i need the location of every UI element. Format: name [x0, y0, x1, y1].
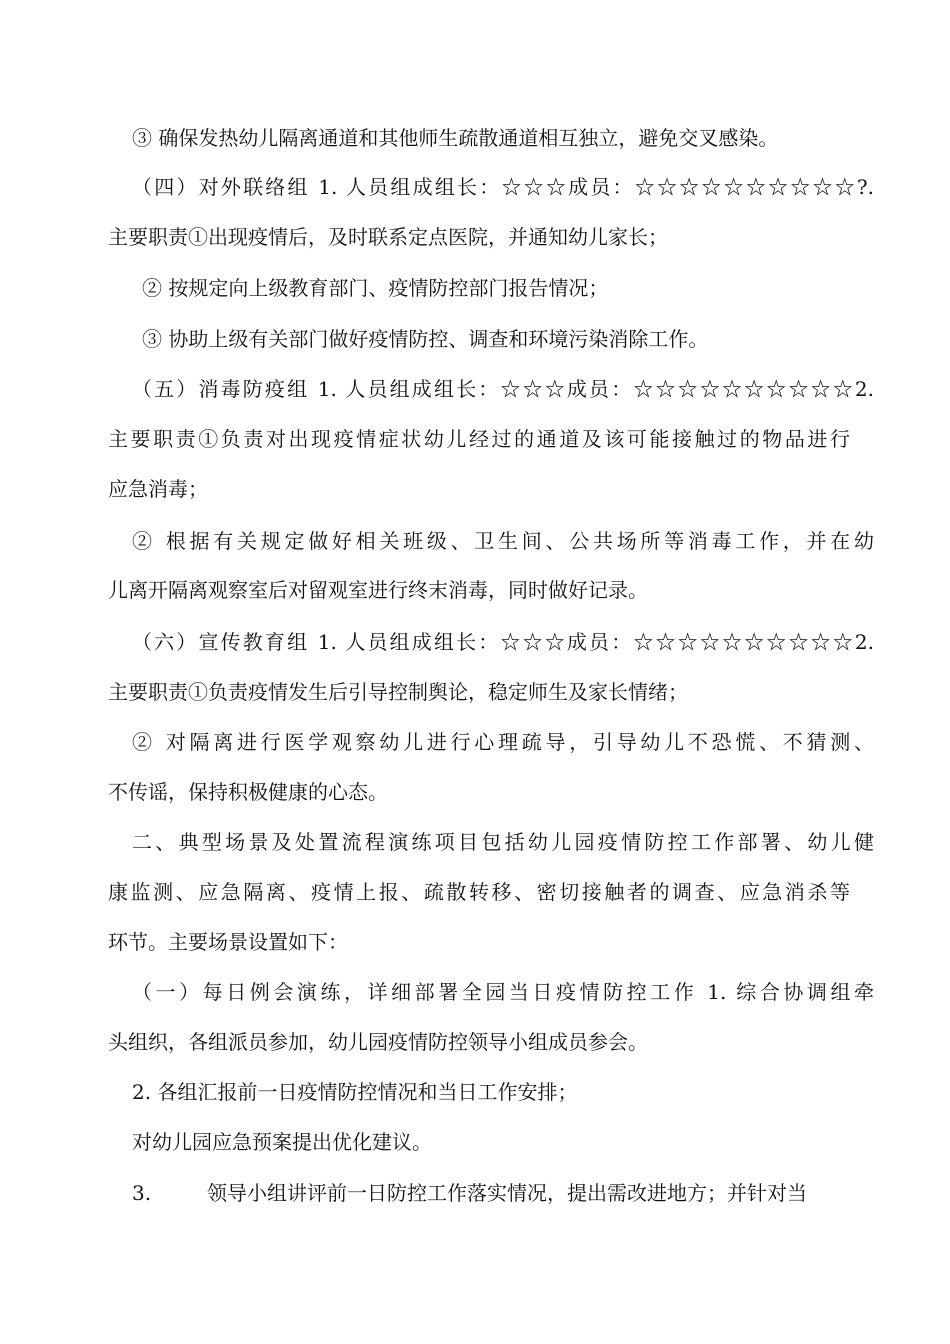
paragraph-line: 应急消毒；	[108, 477, 208, 501]
paragraph-line: 2. 各组汇报前一日疫情防控情况和当日工作安排；	[132, 1080, 578, 1104]
section-heading-disinfection: （五）消毒防疫组 1. 人员组成组长：☆☆☆成员：☆☆☆☆☆☆☆☆☆☆2.	[132, 377, 874, 401]
paragraph-line: 康监测、应急隔离、疫情上报、疏散转移、密切接触者的调查、应急消杀等	[108, 880, 850, 904]
paragraph-line: ③ 协助上级有关部门做好疫情防控、调查和环境污染消除工作。	[142, 327, 709, 351]
paragraph-line: （一）每日例会演练，详细部署全园当日疫情防控工作 1. 综合协调组牵	[132, 980, 874, 1004]
list-item-text: 领导小组讲评前一日防控工作落实情况，提出需改进地方；并针对当	[207, 1181, 807, 1205]
paragraph-line: 主要职责①出现疫情后，及时联系定点医院，并通知幼儿家长；	[108, 225, 668, 249]
paragraph-line: 环节。主要场景设置如下：	[108, 930, 348, 954]
paragraph-line: ② 对隔离进行医学观察幼儿进行心理疏导，引导幼儿不恐慌、不猜测、	[132, 730, 874, 754]
paragraph-line: ② 按规定向上级教育部门、疫情防控部门报告情况；	[142, 276, 609, 300]
list-item-3	[108, 1178, 874, 1208]
paragraph-line: 主要职责①负责对出现疫情症状幼儿经过的通道及该可能接触过的物品进行	[108, 427, 850, 451]
section-heading-publicity: （六）宣传教育组 1. 人员组成组长：☆☆☆成员：☆☆☆☆☆☆☆☆☆☆2.	[132, 630, 874, 654]
paragraph-line: 儿离开隔离观察室后对留观室进行终末消毒，同时做好记录。	[108, 578, 648, 602]
section-heading-scenarios: 二、典型场景及处置流程演练项目包括幼儿园疫情防控工作部署、幼儿健	[132, 830, 874, 854]
section-heading-liaison: （四）对外联络组 1. 人员组成组长：☆☆☆成员：☆☆☆☆☆☆☆☆☆☆?.	[132, 175, 874, 199]
paragraph-line: 不传谣，保持积极健康的心态。	[108, 780, 388, 804]
paragraph-line: 头组织，各组派员参加，幼儿园疫情防控领导小组成员参会。	[108, 1030, 648, 1054]
paragraph-line: 对幼儿园应急预案提出优化建议。	[132, 1130, 432, 1154]
paragraph-line: ② 根据有关规定做好相关班级、卫生间、公共场所等消毒工作，并在幼	[132, 529, 874, 553]
list-item-number: 3.	[132, 1181, 152, 1205]
paragraph-line: ③ 确保发热幼儿隔离通道和其他师生疏散通道相互独立，避免交叉感染。	[132, 126, 779, 150]
paragraph-line: 主要职责①负责疫情发生后引导控制舆论，稳定师生及家长情绪；	[108, 680, 688, 704]
